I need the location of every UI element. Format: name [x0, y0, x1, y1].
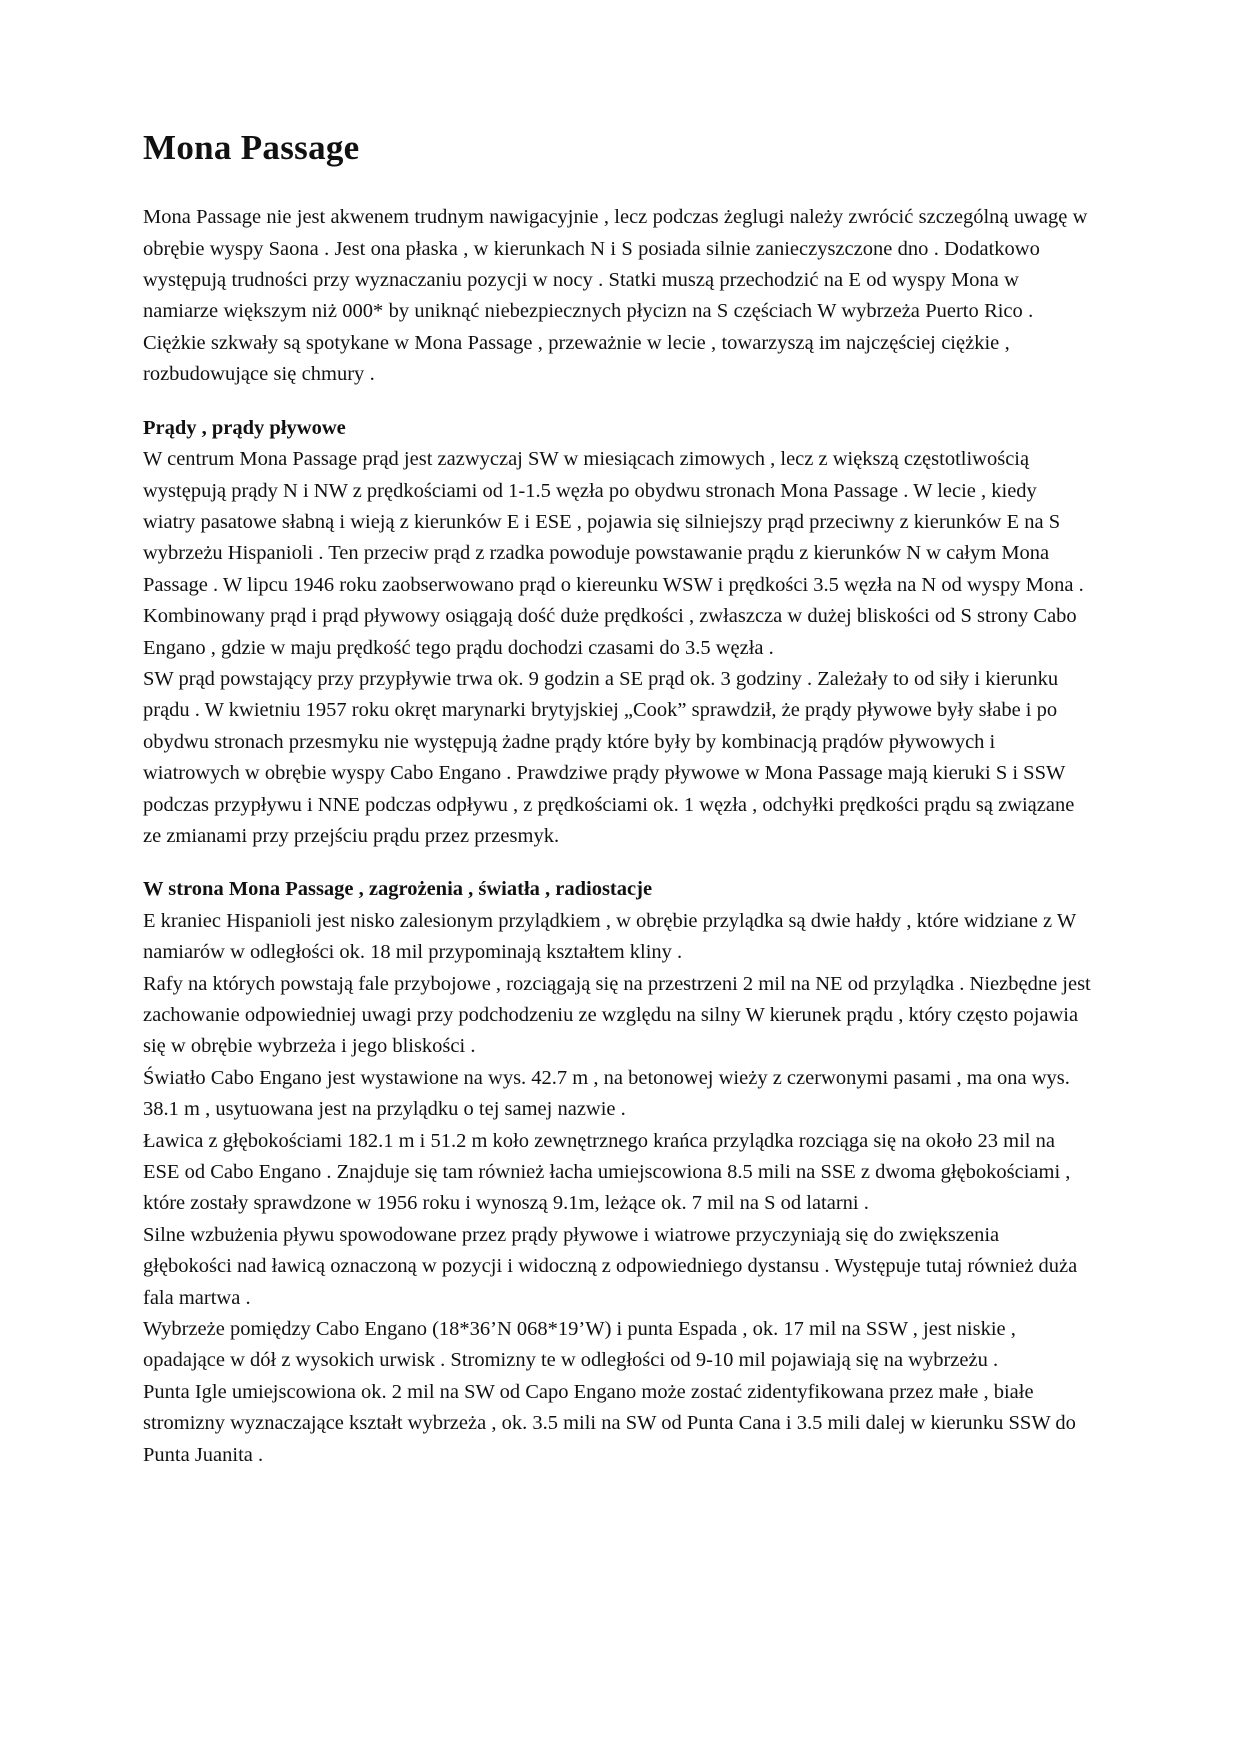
- paragraph: Silne wzbużenia pływu spowodowane przez prądy pływowe i wiatrowe przyczyniają się do zwiększenia głębokości nad ławicą oznaczoną w pozycji i widoczną z odpowiedniego dystansu . Występuje tutaj również duża fala martwa .: [143, 1223, 1078, 1309]
- paragraph: Wybrzeże pomiędzy Cabo Engano (18*36’N 068*19’W) i punta Espada , ok. 17 mil na SSW , jest niskie , opadające w dół z wysokich urwisk . Stromizny te w odległości od 9-10 mil pojawiają się na wybrzeżu .: [143, 1318, 1016, 1372]
- paragraph: W centrum Mona Passage prąd jest zazwyczaj SW w miesiącach zimowych , lecz z większą częstotliwością występują prądy N i NW z prędkościami od 1-1.5 węzła po obydwu stronach Mona Passage . W lecie , kiedy wiatry pasatowe słabną i wieją z kierunków E i ESE , pojawia się silniejszy prąd przeciwny z kierunków E na S wybrzeżu Hispanioli . Ten przeciw prąd z rzadka powoduje powstawanie prądu z kierunków N w całym Mona Passage . W lipcu 1946 roku zaobserwowano prąd o kiereunku WSW i prędkości 3.5 węzła na N od wyspy Mona . Kombinowany prąd i prąd pływowy osiągają dość duże prędkości , zwłaszcza w dużej bliskości od S strony Cabo Engano , gdzie w maju prędkość tego prądu dochodzi czasami do 3.5 węzła .: [143, 448, 1084, 659]
- page-title: Mona Passage: [143, 128, 360, 167]
- section-heading-hazards: W strona Mona Passage , zagrożenia , światła , radiostacje: [143, 878, 653, 901]
- section-body-hazards: [143, 906, 1092, 1471]
- paragraph: Światło Cabo Engano jest wystawione na wys. 42.7 m , na betonowej wieży z czerwonymi pasami , ma ona wys. 38.1 m , usytuowana jest na przylądku o tej samej nazwie .: [143, 1066, 1070, 1121]
- paragraph: Punta Igle umiejscowiona ok. 2 mil na SW od Capo Engano może zostać zidentyfikowana przez małe , białe stromizny wyznaczające kształt wybrzeża , ok. 3.5 mili na SW od Punta Cana i 3.5 mili dalej w kierunku SSW do Punta Juanita .: [143, 1380, 1076, 1466]
- paragraph: SW prąd powstający przy przypływie trwa ok. 9 godzin a SE prąd ok. 3 godziny . Zależały to od siły i kierunku prądu . W kwietniu 1957 roku okręt marynarki brytyjskiej „Cook” sprawdził, że prądy pływowe były słabe i po obydwu stronach przesmyku nie występują żadne prądy które były by kombinacją prądów pływowych i wiatrowych w obrębie wyspy Cabo Engano . Prawdziwe prądy pływowe w Mona Passage mają kieruki S i SSW podczas przypływu i NNE podczas odpływu , z prędkościami ok. 1 węzła , odchyłki prędkości prądu są związane ze zmianami przy przejściu prądu przez przesmyk.: [143, 667, 1075, 847]
- intro-paragraph: Mona Passage nie jest akwenem trudnym nawigacyjnie , lecz podczas żeglugi należy zwrócić szczególną uwagę w obrębie wyspy Saona . Jest ona płaska , w kierunkach N i S posiada silnie zanieczyszczone dno . Dodatkowo występują trudności przy wyznaczaniu pozycji w nocy . Statki muszą przechodzić na E od wyspy Mona w namiarze większym niż 000* by uniknąć niebezpiecznych płycizn na S częściach W wybrzeża Puerto Rico . Ciężkie szkwały są spotykane w Mona Passage , przeważnie w lecie , towarzyszą im najczęściej ciężkie , rozbudowujące się chmury .: [143, 206, 1088, 386]
- paragraph: Ławica z głębokościami 182.1 m i 51.2 m koło zewnętrznego krańca przylądka rozciąga się na około 23 mil na ESE od Cabo Engano . Znajduje się tam również łacha umiejscowiona 8.5 mili na SSE z dwoma głębokościami , które zostały sprawdzone w 1956 roku i wynoszą 9.1m, leżące ok. 7 mil na S od latarni .: [143, 1129, 1071, 1215]
- section-body-currents: [143, 444, 1092, 852]
- section-heading-currents: Prądy , prądy pływowe: [143, 416, 346, 439]
- paragraph: Rafy na których powstają fale przybojowe , rozciągają się na przestrzeni 2 mil na NE od przylądka . Niezbędne jest zachowanie odpowiedniej uwagi przy podchodzeniu ze względu na silny W kierunek prądu , który często pojawia się w obrębie wybrzeża i jego bliskości .: [143, 972, 1091, 1058]
- paragraph: E kraniec Hispanioli jest nisko zalesionym przylądkiem , w obrębie przylądka są dwie hałdy , które widziane z W namiarów w odległości ok. 18 mil przypominają kształtem kliny .: [143, 909, 1076, 964]
